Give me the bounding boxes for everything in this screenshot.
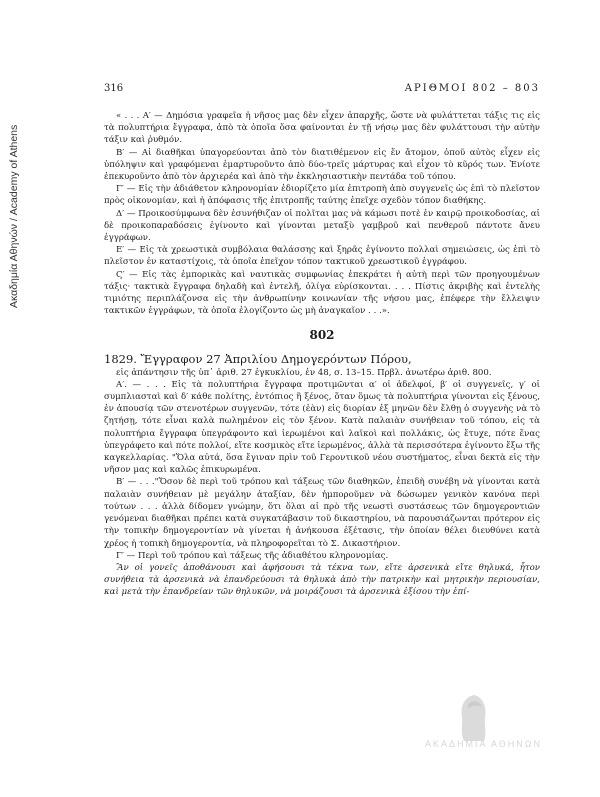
page-header	[104, 83, 540, 94]
sidebar-text: Ακαδημία Αθηνών / Academy of Athens	[8, 124, 20, 308]
paragraph: « . . . Α′ — Δημόσια γραφεῖα ἡ νῆσος μας δὲν εἶχεν ἀπαρχῆς, ὥστε νὰ φυλάττεται τάξις τις εἰς τὰ πολυπτήρια ἔγγραφα, ἀπὸ τὰ ὁποῖα ὅσα φαίνονται ἐν τῇ νήσῳ μας δὲν φυλάττουσι τὴν αὐτὴν τάξιν καὶ ῥυθμόν.	[104, 111, 540, 146]
paragraph: Γ′ — Εἰς τὴν ἀδιάθετον κληρονομίαν ἐδιορίζετο μία ἐπιτροπὴ ἀπὸ συγγενεῖς ὡς ἐπὶ τὸ πλεῖστον πρὸς οἰκονομίαν, καὶ ἡ ἀπόφασις τῆς ἐπιτροπῆς ταύτης ἐπεῖχε σχεδὸν τόπον διαθήκης.	[104, 184, 540, 207]
sidebar-label	[8, 20, 22, 310]
paragraph: Δ′ — Προικοσύμφωνα δὲν ἐσυνήθιζαν οἱ πολῖται μας νὰ κάμωσι ποτὲ ἐν καιρῷ προικοδοσίας, αἱ δὲ προικοπαραδόσεις ἐγίνοντο καὶ γίνονται μεταξὺ γαμβροῦ καὶ πενθεροῦ πάντοτε ἄνευ ἐγγράφων.	[104, 208, 540, 244]
paragraph: Ϛ′ — Εἰς τὰς ἐμπορικὰς καὶ ναυτικὰς συμφωνίας ἐπεκράτει ἡ αὐτὴ περὶ τῶν προηγουμένων τάξις· τακτικὰ ἔγγραφα δηλαδὴ καὶ ἐντελῆ, ὀλίγα εὑρίσκονται. . . . Πίστις ἀκριβὴς καὶ ἐντελὴς τιμιότης περιπλάζονσα εἰς τὴν ἀνθρωπίνην κοινωνίαν τῆς νήσου μας, ἐπέφερε τὴν ἔλλειψιν τακτικῶν ἐγγράφων, τὰ ὁποῖα ἐλογίζοντο ὡς μὴ ἀναγκαῖον . . .».	[104, 269, 540, 317]
running-title: ΑΡΙΘΜΟΙ 802 – 803	[404, 83, 540, 94]
entry-subheading: εἰς ἀπάντησιν τῆς ὑπ᾽ ἀριθ. 27 ἐγκυκλίου, ἐν 48, σ. 13–15. Πρβλ. ἀνωτέρω ἀριθ. 800.	[116, 367, 492, 378]
page-number: 316	[104, 83, 124, 94]
academy-watermark	[392, 701, 542, 757]
watermark-text: ΑΚΑΔΗΜΙΑ ΑΘΗΝΩΝ	[424, 739, 542, 749]
entry-paragraph: Β′ — . . ."Ὅσον δὲ περὶ τοῦ τρόπου καὶ τάξεως τῶν διαθηκῶν, ἐπειδὴ συνέβη νὰ γίνονται κατὰ παλαιὰν συνήθειαν μὲ μεγάλην ἀταξίαν, δὲν ἠμποροῦμεν νὰ δώσωμεν γενικὸν κανόνα περὶ τούτων . . . ἀλλὰ δίδομεν γνώμην, ὅτι ὅλαι αἱ πρὸ τῆς νεωστὶ συστάσεως τῶν δημογεροντιῶν γενόμεναι διαθῆκαι πρέπει κατὰ συγκατάβασιν τοῦ δικαστηρίου, νὰ παρουσιάζωνται πρότερον εἰς τὴν τοπικὴν δημογεροντίαν νὰ γίνεται ἡ ἀνήκουσα ἐξέτασις, τὴν ὁποίαν θέλει διευθύνει κατὰ χρέος ἡ τοπικὴ δημογεροντία, νὰ πληροφορεῖται τὸ Σ. Δικαστήριον.	[104, 477, 540, 549]
entry-paragraph: Γ′ — Περὶ τοῦ τρόπου καὶ τάξεως τῆς ἀδιαθέτου κληρονομίας.	[116, 550, 389, 561]
entry-title: Ἔγγραφον 27 Ἀπριλίου Δημογερόντων Πόρου,	[140, 351, 412, 366]
paragraph: Β′ — Αἱ διαθῆκαι ὑπαγορεύονται ἀπὸ τὸν διατιθέμενον εἰς ἕν ἄτομον, ὁποῦ αὐτὸς εἶχεν εἰς ὑπόληψιν καὶ γραφόμεναι ἐμαρτυροῦντο ἀπὸ δύο-τρεῖς μάρτυρας καὶ εἶχον τὸ κῦρός των. Ἐνίοτε ἐπεκυροῦντο ἀπὸ τὸν ἀρχιερέα καὶ ἀπὸ τὴν ἐκκλησιαστικὴν πεντάδα τοῦ τόπου.	[104, 147, 540, 183]
entry-number: 1829.	[104, 351, 137, 366]
section-number: 802	[309, 328, 335, 343]
page-content	[104, 110, 540, 599]
entry-paragraph: Ἂν οἱ γονεῖς ἀποθάνουσι καὶ ἀφήσουσι τὰ τέκνα των, εἴτε ἀρσενικὰ εἴτε θηλυκά, ἦτον συνήθεια τὰ ἀρσενικὰ νὰ ἐπανδρεύουσι τὰ θηλυκὰ ἀπὸ τὴν πατρικὴν καὶ μητρικὴν περιουσίαν, καὶ μετὰ τὴν ἐπανδρείαν τῶν θηλυκῶν, νὰ μοιράζουσι τὰ ἀρσενικὰ ἐξίσου τὴν ἐπί-	[104, 562, 540, 598]
paragraph: Ε′ — Εἰς τὰ χρεωστικὰ συμβόλαια θαλάσσης καὶ ξηρᾶς ἐγίνοντο πολλαὶ σημειώσεις, ὡς ἐπὶ τὸ πλεῖστον ἐν καταστίχοις, τὰ ὁποῖα ἐπεῖχον τόπον τακτικοῦ χρεωστικοῦ ἐγγράφου.	[104, 245, 540, 268]
entry-heading	[104, 352, 540, 367]
entry-paragraph: Α′. — . . . Εἰς τὰ πολυπτήρια ἔγγραφα προτιμῶνται α′ οἱ ἀδελφοί, β′ οἱ συγγενεῖς, γ′ οἱ συμπλιασταὶ καὶ δ′ κάθε πολίτης, ἐντόπιος ἢ ξένος, ὅταν ὅμως τὰ πολυπτήρια γίνονται εἰς ξένους, ἐν ἀπουσίᾳ τῶν στενοτέρων συγγενῶν, τότε (ἐὰν) εἰς διορίαν ἐξ μηνῶν δὲν ἔλθῃ ὁ συγγενὴς νὰ τὸ ζητήσῃ, τότε εἶναι καλὰ πωλημένον εἰς τὸν ξένον. Κατὰ παλαιὰν συνήθειαν τοῦ τόπου, εἰς τὰ πολυπτήρια ἔγγραφα ὑπεγράφοντο καὶ ἱερωμένοι καὶ λαϊκοὶ καὶ πολλάκις, ὡς ἔτυχε, πότε ἕνας ὑπεγράφετο καὶ πότε πολλοί, εἴτε κοσμικὸς εἴτε ἱερωμένος, ἀλλὰ τὰ περισσότερα ἐγίνοντο ἔξω τῆς καγκελλαρίας. "Ὅλα αὐτά, ὅσα ἔγιναν πρὶν τοῦ Γεροντικοῦ νέου συστήματος, εἶναι δεκτὰ εἰς τὴν νῆσον μας καὶ καλῶς ἐπικυρωμένα.	[104, 379, 540, 476]
